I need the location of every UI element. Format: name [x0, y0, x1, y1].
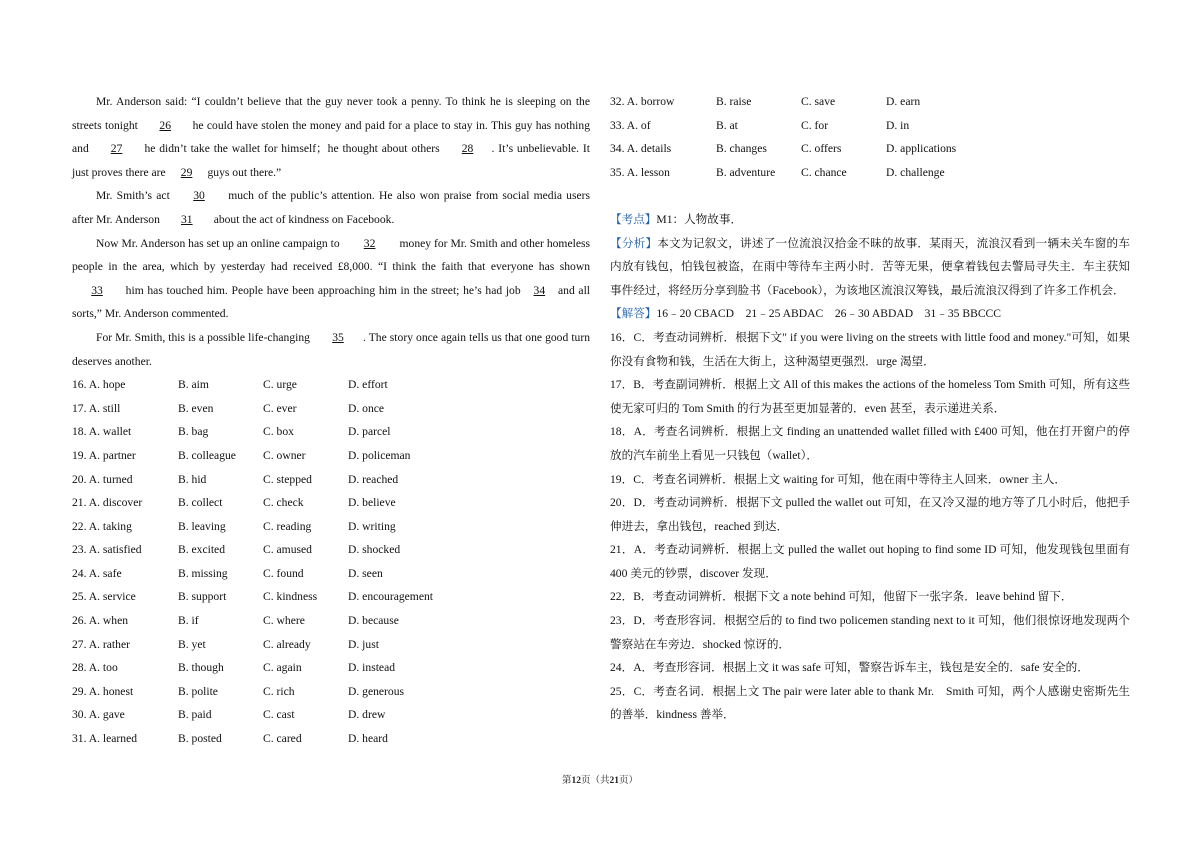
- blank-33: 33: [91, 283, 103, 297]
- fenxi-text: 本文为记叙文，讲述了一位流浪汉拾金不昧的故事．某雨天，流浪汉看到一辆未关车窗的车内放有钱包，怕钱包被盗，在雨中等待车主两小时．苦等无果，便拿着钱包去警局寻失主．车主获知事件经过，将经历分享到脸书（Facebook），为该地区流浪汉筹钱，最后流浪汉得到了许多工作机会．: [610, 236, 1130, 297]
- option-row: [72, 656, 590, 680]
- passage-text: him has touched him. People have been approaching him in the street; he’s had job: [122, 283, 525, 297]
- option-d: D. parcel: [348, 425, 391, 439]
- option-d: D. encouragement: [348, 590, 433, 604]
- option-d: D. generous: [348, 684, 405, 698]
- option-a: 25. A. service: [72, 590, 136, 604]
- option-row: [72, 468, 590, 492]
- passage-paragraph: [72, 326, 590, 373]
- option-c: C. where: [263, 614, 305, 628]
- option-c: C. owner: [263, 448, 306, 462]
- option-b: B. collect: [178, 496, 223, 510]
- kaodian-paragraph: [610, 208, 1130, 232]
- passage-text: Mr. Smith’s act: [96, 189, 174, 203]
- blank-28: 28: [461, 142, 474, 156]
- option-a: 23. A. satisfied: [72, 543, 142, 557]
- option-a: 18. A. wallet: [72, 425, 132, 439]
- option-c: C. check: [263, 496, 304, 510]
- option-d: D. writing: [348, 519, 396, 533]
- option-c: C. cast: [263, 708, 295, 722]
- option-c: C. amused: [263, 543, 312, 557]
- option-b: B. excited: [178, 543, 226, 557]
- option-c: C. rich: [263, 684, 295, 698]
- option-b: B. missing: [178, 566, 228, 580]
- option-a: 26. A. when: [72, 614, 129, 628]
- option-d: D. policeman: [348, 448, 411, 462]
- right-column: [610, 90, 1130, 727]
- footer-text: 页）: [619, 776, 639, 786]
- option-a: 20. A. turned: [72, 472, 133, 486]
- answer-explanation: 23．D．考查形容词．根据空后的 to find two policemen standing next to it 可知，他们很惊讶地发现两个警察站在车旁边．shocked 惊讶的．: [610, 614, 1130, 651]
- option-c: C. kindness: [263, 590, 318, 604]
- option-row: [72, 609, 590, 633]
- passage-text: about the act of kindness on Facebook.: [210, 212, 395, 226]
- blank-35: 35: [332, 330, 344, 344]
- option-d: D. drew: [348, 708, 386, 722]
- option-a: 21. A. discover: [72, 496, 143, 510]
- blank-29: 29: [180, 165, 193, 179]
- option-b: B. bag: [178, 425, 209, 439]
- option-c: C. already: [263, 637, 311, 651]
- option-row: [72, 680, 590, 704]
- option-b: B. at: [716, 118, 738, 132]
- passage-text: . It’s unbelievable. It just proves there are: [72, 142, 590, 179]
- page-number: 12: [571, 776, 581, 786]
- option-row: [72, 562, 590, 586]
- spacer: [610, 184, 1130, 208]
- option-b: B. leaving: [178, 519, 226, 533]
- option-c: C. box: [263, 425, 294, 439]
- option-row: [72, 585, 590, 609]
- option-b: B. though: [178, 661, 224, 675]
- passage-text: For Mr. Smith, this is a possible life-changing: [96, 330, 313, 344]
- option-row: [72, 703, 590, 727]
- option-row: [610, 161, 1130, 185]
- options-list-left: [72, 373, 590, 751]
- kaodian-text: M1：人物故事．: [656, 212, 743, 226]
- option-d: D. once: [348, 401, 385, 415]
- option-a: 24. A. safe: [72, 566, 122, 580]
- passage-text: money for Mr. Smith and other homeless people in the area, which by yesterday had received £8,000. “I think the faith that everyone has shown: [72, 236, 590, 274]
- option-b: B. posted: [178, 732, 222, 746]
- option-d: D. believe: [348, 496, 396, 510]
- option-row: [72, 397, 590, 421]
- option-row: [610, 90, 1130, 114]
- option-d: D. effort: [348, 378, 388, 392]
- jieda-text: 16﹣20 CBACD 21﹣25 ABDAC 26﹣30 ABDAD 31﹣35 BBCCC: [656, 307, 1002, 321]
- option-row: [72, 633, 590, 657]
- option-row: [72, 727, 590, 751]
- option-a: 17. A. still: [72, 401, 121, 415]
- option-d: D. seen: [348, 566, 383, 580]
- option-d: D. instead: [348, 661, 396, 675]
- option-row: [72, 373, 590, 397]
- passage-paragraph: [72, 184, 590, 231]
- option-c: C. chance: [801, 165, 847, 179]
- option-d: D. applications: [886, 142, 957, 156]
- footer-text: 页（共: [580, 776, 610, 786]
- option-b: B. adventure: [716, 165, 776, 179]
- option-b: B. yet: [178, 637, 206, 651]
- blank-32: 32: [363, 236, 376, 250]
- kaodian-tag: 【考点】: [610, 212, 657, 226]
- option-c: C. offers: [801, 142, 842, 156]
- option-c: C. for: [801, 118, 829, 132]
- passage-text: much of the public’s attention. He also won praise from social media users after Mr. Anderson: [72, 189, 590, 226]
- option-row: [72, 420, 590, 444]
- option-a: 34. A. details: [610, 142, 672, 156]
- option-a: 28. A. too: [72, 661, 118, 675]
- option-a: 33. A. of: [610, 118, 651, 132]
- option-d: D. just: [348, 637, 379, 651]
- fenxi-tag: 【分析】: [610, 236, 658, 250]
- option-c: C. save: [801, 95, 836, 108]
- left-column: [72, 90, 590, 751]
- option-row: [72, 538, 590, 562]
- option-b: B. if: [178, 614, 199, 628]
- option-c: C. stepped: [263, 472, 312, 486]
- passage-text: and all sorts,” Mr. Anderson commented.: [72, 283, 591, 321]
- option-a: 32. A. borrow: [610, 95, 675, 108]
- answer-explanation: 20．D．考查动词辨析．根据下文 pulled the wallet out 可知，在又冷又湿的地方等了几小时后，他把手伸进去，拿出钱包，reached 到达．: [610, 496, 1130, 533]
- option-a: 29. A. honest: [72, 684, 134, 698]
- option-d: D. reached: [348, 472, 399, 486]
- passage-text: guys out there.”: [204, 165, 282, 179]
- blank-30: 30: [193, 189, 205, 203]
- option-a: 16. A. hope: [72, 378, 126, 392]
- option-row: [610, 137, 1130, 161]
- option-b: B. hid: [178, 472, 207, 486]
- answer-explanation: 25．C．考查名词．根据上文 The pair were later able to thank Mr. Smith 可知，两个人感谢史密斯先生的善举．kindness 善举．: [610, 684, 1130, 722]
- answer-explanation: 18．A．考查名词辨析．根据上文 finding an unattended wallet filled with £400 可知，他在打开窗户的停放的汽车前坐上看见一只钱包（wallet）．: [610, 425, 1130, 462]
- option-d: D. in: [886, 118, 910, 132]
- option-a: 19. A. partner: [72, 448, 136, 462]
- option-c: C. again: [263, 661, 302, 675]
- option-row: [72, 515, 590, 539]
- answer-explanation: 17．B．考查副词辨析．根据上文 All of this makes the actions of the homeless Tom Smith 可知，所有这些使无家可归的 Tom Smith 的行为甚至更加显著的．even 甚至，表示递进关系．: [610, 378, 1130, 415]
- option-c: C. found: [263, 566, 304, 580]
- passage-text: he didn’t take the wallet for himself；he thought about others: [140, 142, 444, 156]
- footer-text: 第: [561, 776, 572, 786]
- option-d: D. challenge: [886, 165, 945, 179]
- option-row: [610, 114, 1130, 138]
- blank-27: 27: [110, 142, 123, 156]
- option-b: B. raise: [716, 95, 752, 108]
- option-b: B. support: [178, 590, 227, 604]
- option-d: D. because: [348, 614, 399, 628]
- option-c: C. cared: [263, 732, 302, 746]
- passage-text: Mr. Anderson said: “I couldn’t believe that the guy never took a penny. To think he is sleeping on the streets tonight: [72, 95, 590, 132]
- option-row: [72, 491, 590, 515]
- answer-explanation: 22．B．考查动词辨析．根据下文 a note behind 可知，他留下一张字条．leave behind 留下．: [610, 590, 1073, 604]
- option-row: [72, 444, 590, 468]
- option-b: B. even: [178, 401, 214, 415]
- option-b: B. aim: [178, 378, 209, 392]
- jieda-paragraph: [610, 302, 1130, 326]
- option-b: B. paid: [178, 708, 212, 722]
- option-a: 35. A. lesson: [610, 165, 670, 179]
- analysis-items: [610, 326, 1130, 727]
- option-c: C. ever: [263, 401, 297, 415]
- blank-31: 31: [181, 212, 193, 226]
- option-a: 31. A. learned: [72, 732, 138, 746]
- option-c: C. urge: [263, 378, 297, 392]
- jieda-tag: 【解答】: [610, 307, 657, 321]
- answer-explanation: 21．A．考查动词辨析．根据上文 pulled the wallet out hoping to find some ID 可知，他发现钱包里面有 400 美元的钞票，discover 发现．: [610, 543, 1130, 580]
- option-d: D. shocked: [348, 543, 401, 557]
- passage-text: Now Mr. Anderson has set up an online campaign to: [96, 236, 343, 250]
- passage-paragraph: [72, 232, 590, 326]
- answer-explanation: 16．C．考查动词辨析．根据下文" if you were living on the streets with little food and money."可知，如果你没有食物和钱，生活在大街上，这种渴望更强烈．urge 渴望．: [610, 330, 1130, 368]
- answer-explanation: 24．A．考查形容词．根据上文 it was safe 可知，警察告诉车主，钱包是安全的．safe 安全的．: [610, 661, 1089, 675]
- option-b: B. changes: [716, 142, 767, 156]
- option-b: B. colleague: [178, 448, 236, 462]
- option-a: 22. A. taking: [72, 519, 132, 533]
- options-list-right: [610, 90, 1130, 184]
- fenxi-paragraph: [610, 232, 1130, 303]
- option-c: C. reading: [263, 519, 312, 533]
- passage-text: . The story once again tells us that one good turn deserves another.: [72, 330, 590, 368]
- page-footer: [0, 772, 1200, 786]
- passage-text: he could have stolen the money and paid for a place to stay in. This guy has nothing and: [72, 118, 590, 156]
- option-d: D. earn: [886, 95, 921, 108]
- option-a: 30. A. gave: [72, 708, 125, 722]
- option-d: D. heard: [348, 732, 388, 746]
- total-pages: 21: [609, 776, 619, 786]
- option-a: 27. A. rather: [72, 637, 130, 651]
- passage-paragraph: [72, 90, 590, 184]
- blank-34: 34: [533, 283, 546, 297]
- answer-explanation: 19．C．考查名词辨析．根据上文 waiting for 可知，他在雨中等待主人回来．owner 主人．: [610, 472, 1067, 486]
- option-b: B. polite: [178, 684, 218, 698]
- blank-26: 26: [159, 118, 172, 132]
